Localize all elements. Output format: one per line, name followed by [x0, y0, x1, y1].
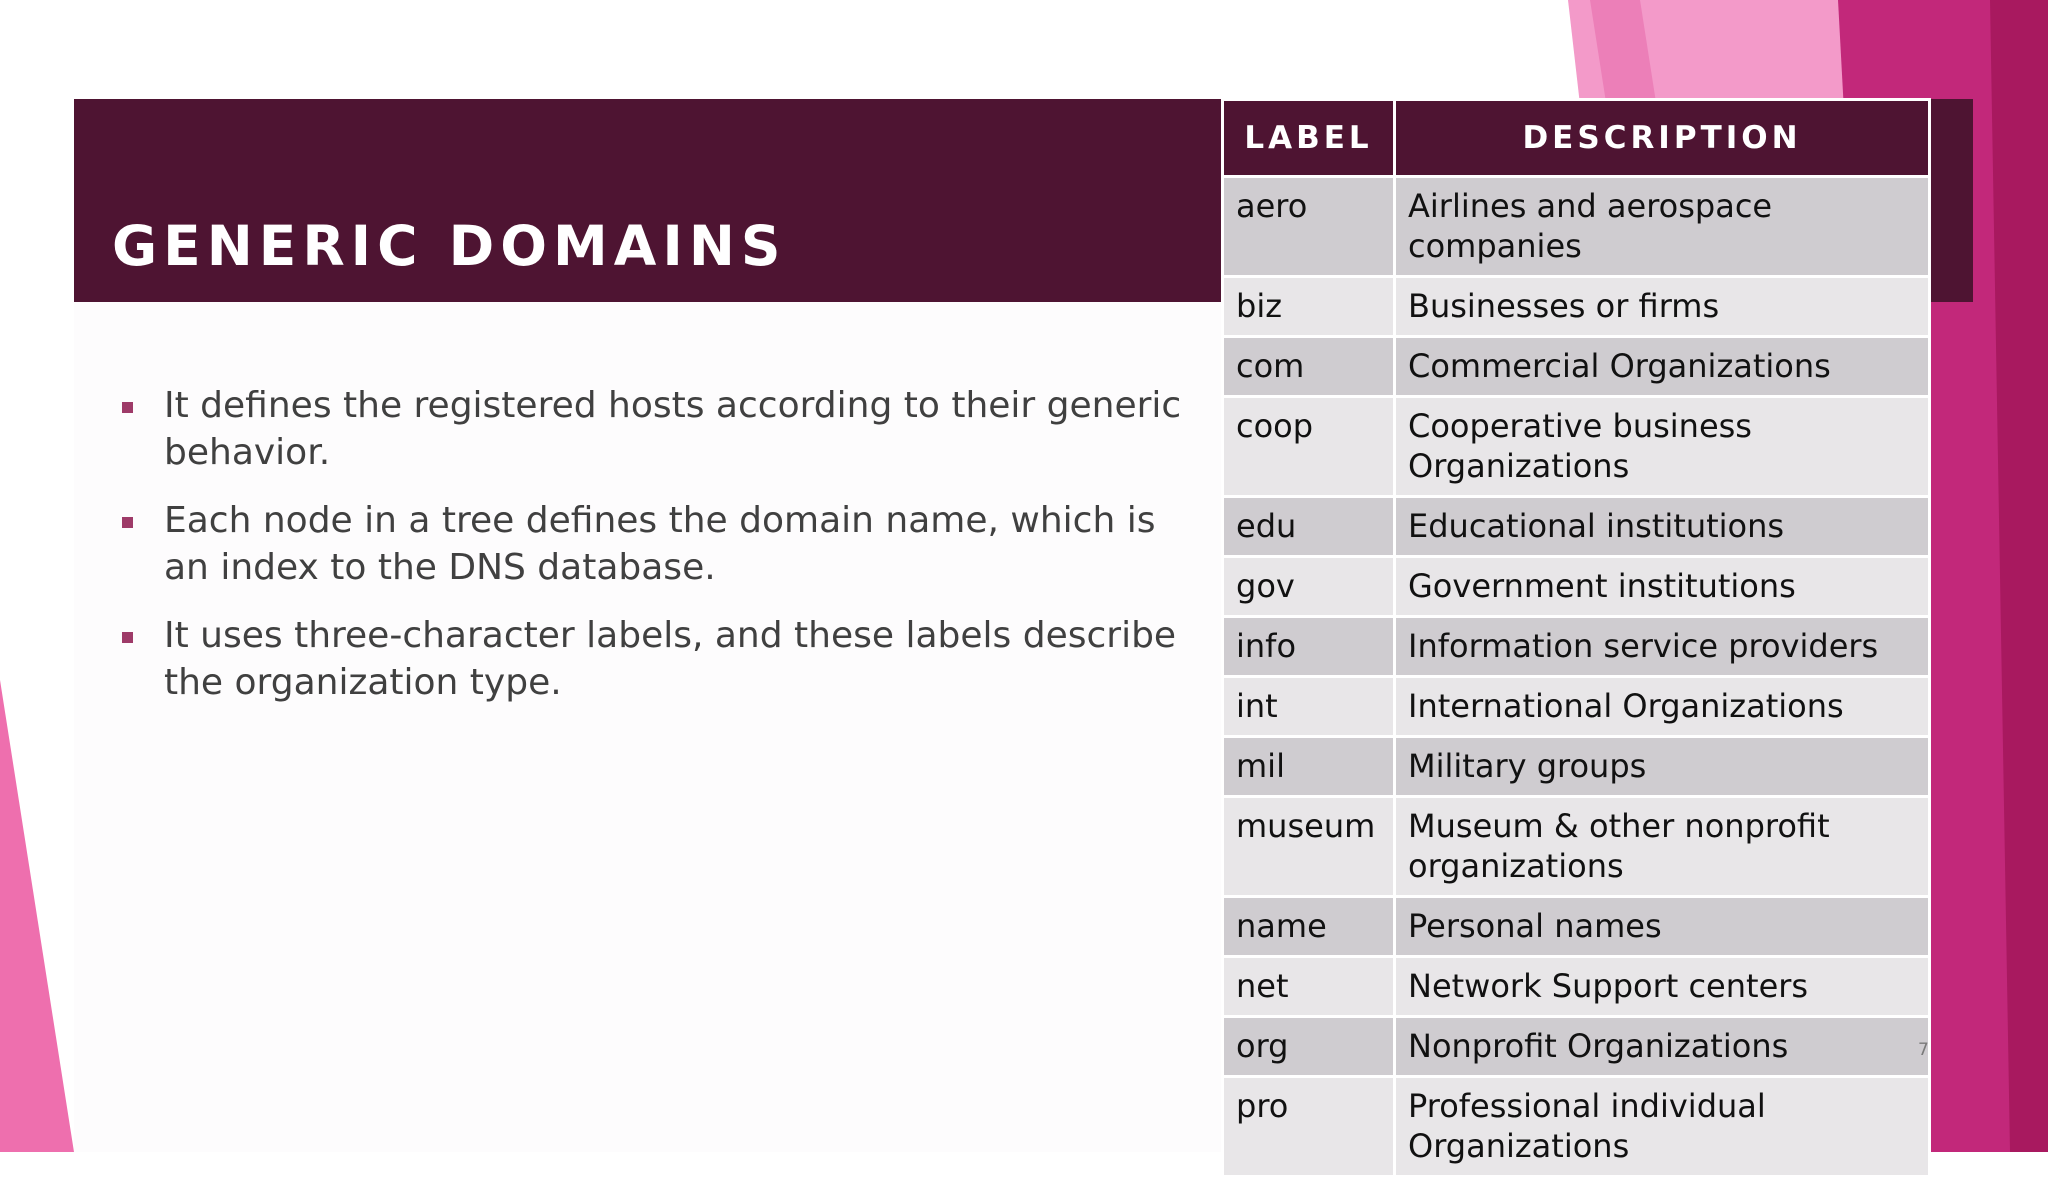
cell-description: Educational institutions: [1395, 497, 1930, 557]
table-row: [1223, 277, 1930, 337]
cell-label: edu: [1223, 497, 1395, 557]
table-row: [1223, 497, 1930, 557]
pink-shape-left: [0, 680, 74, 1152]
bullet-text: Each node in a tree defines the domain name, which is an index to the DNS database.: [164, 500, 1156, 588]
bullet-item: [114, 497, 1194, 591]
cell-description: Professional individual Organizations: [1395, 1077, 1930, 1177]
bullet-marker-icon: [122, 402, 133, 413]
cell-description: Airlines and aerospace companies: [1395, 177, 1930, 277]
table-row: [1223, 677, 1930, 737]
cell-description: Military groups: [1395, 737, 1930, 797]
slide-title: GENERIC DOMAINS: [112, 214, 787, 278]
cell-description: Nonprofit Organizations: [1395, 1017, 1930, 1077]
bullet-item: [114, 382, 1194, 476]
bullet-item: [114, 612, 1194, 706]
header-label: LABEL: [1223, 100, 1395, 177]
cell-description: Museum & other nonprofit organizations: [1395, 797, 1930, 897]
cell-label: int: [1223, 677, 1395, 737]
cell-description: Information service providers: [1395, 617, 1930, 677]
table-row: [1223, 1077, 1930, 1177]
cell-label: biz: [1223, 277, 1395, 337]
table-row: [1223, 797, 1930, 897]
cell-label: info: [1223, 617, 1395, 677]
cell-label: name: [1223, 897, 1395, 957]
table-row: [1223, 1017, 1930, 1077]
table-row: [1223, 177, 1930, 277]
title-bar-extension: [1925, 99, 1973, 302]
table-header-row: [1223, 100, 1930, 177]
domains-table: [1221, 98, 1931, 1178]
cell-description: Commercial Organizations: [1395, 337, 1930, 397]
cell-description: Cooperative business Organizations: [1395, 397, 1930, 497]
bullet-marker-icon: [122, 517, 133, 528]
cell-description: Businesses or firms: [1395, 277, 1930, 337]
cell-label: org: [1223, 1017, 1395, 1077]
cell-description: International Organizations: [1395, 677, 1930, 737]
bullet-marker-icon: [122, 632, 133, 643]
cell-label: coop: [1223, 397, 1395, 497]
cell-label: museum: [1223, 797, 1395, 897]
cell-description: Government institutions: [1395, 557, 1930, 617]
cell-label: gov: [1223, 557, 1395, 617]
table-row: [1223, 397, 1930, 497]
cell-description: Network Support centers: [1395, 957, 1930, 1017]
slide-number: 7: [1918, 1040, 1929, 1060]
table-row: [1223, 737, 1930, 797]
table-row: [1223, 617, 1930, 677]
cell-label: com: [1223, 337, 1395, 397]
bullet-text: It uses three-character labels, and these labels describe the organization type.: [164, 615, 1177, 703]
table-row: [1223, 557, 1930, 617]
cell-label: pro: [1223, 1077, 1395, 1177]
bullet-list: [114, 382, 1194, 727]
cell-description: Personal names: [1395, 897, 1930, 957]
bullet-text: It defines the registered hosts according to their generic behavior.: [164, 385, 1182, 473]
header-description: DESCRIPTION: [1395, 100, 1930, 177]
cell-label: aero: [1223, 177, 1395, 277]
table-row: [1223, 337, 1930, 397]
table-row: [1223, 897, 1930, 957]
cell-label: mil: [1223, 737, 1395, 797]
cell-label: net: [1223, 957, 1395, 1017]
table-row: [1223, 957, 1930, 1017]
